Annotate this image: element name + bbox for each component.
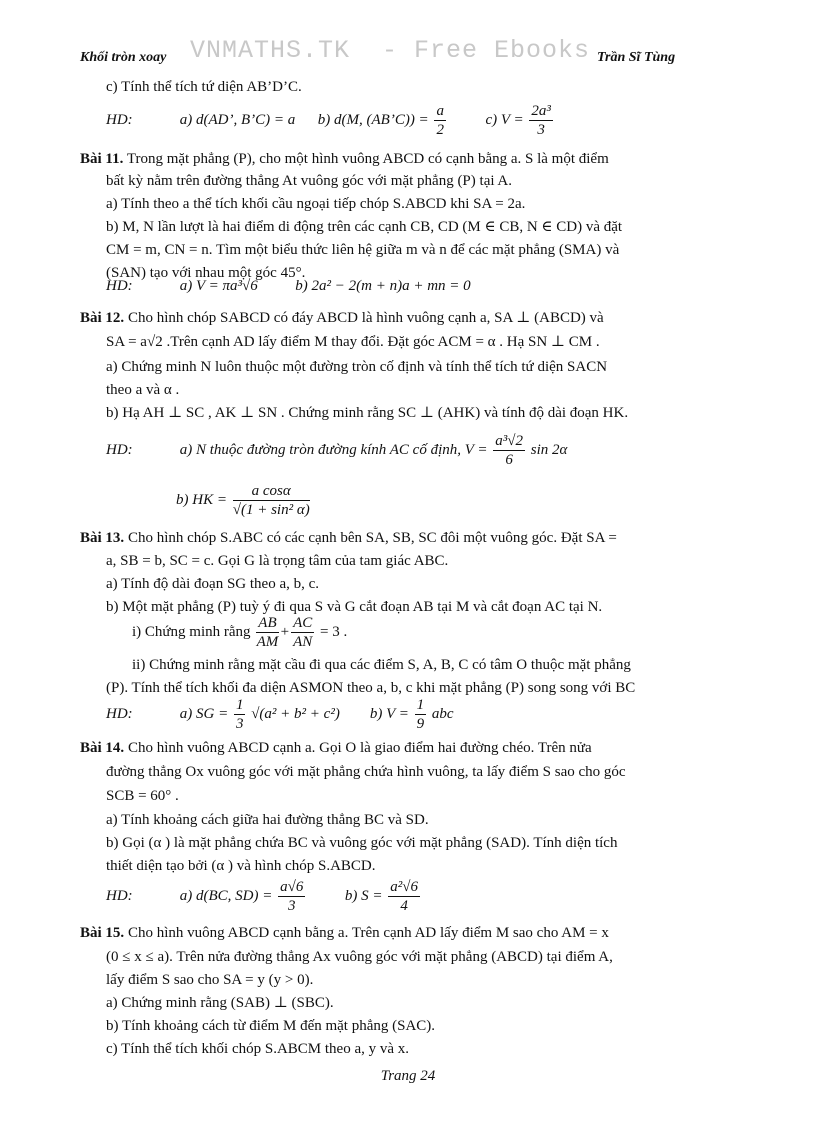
text-line: a) Chứng minh rằng (SAB) ⊥ (SBC). xyxy=(106,995,334,1011)
hint-line: HD: a) d(BC, SD) = $\frac{a√6}{3}$ b) S = $\frac{\text{a²√6}}{4}$ xyxy=(106,879,418,914)
fraction: $\frac{\text{a cosα}}{\text{√(1 + sin² α)}}$ xyxy=(232,483,310,518)
hint-line: HD: a) V = πa³√6 b) 2a² − 2(m + n)a + mn = 0 xyxy=(106,278,471,294)
text-line: CM = m, CN = n. Tìm một biểu thức liên hệ giữa m và n để các mặt phẳng (SMA) và xyxy=(106,242,620,258)
exercise-12-line: Bài 12. Cho hình chóp SABCD có đáy ABCD là hình vuông cạnh a, SA ⊥ (ABCD) và xyxy=(80,310,604,326)
text-line: a) Tính khoảng cách giữa hai đường thẳng BC và SD. xyxy=(106,812,429,828)
text-line: (P). Tính thể tích khối đa diện ASMON theo a, b, c khi mặt phẳng (P) song song với BC xyxy=(106,680,636,696)
text-line: a, SB = b, SC = c. Gọi G là trọng tâm của tam giác ABC. xyxy=(106,553,449,569)
text-line: b) Một mặt phẳng (P) tuỳ ý đi qua S và G cắt đoạn AB tại M và cắt đoạn AC tại N. xyxy=(106,599,603,615)
hint-b: b) d(M, (AB’C)) = xyxy=(317,111,429,128)
text-line: (SAN) tạo với nhau một góc 45°. xyxy=(106,265,306,281)
text-line: theo a và α . xyxy=(106,382,180,398)
exercise-title: Bài 11. xyxy=(80,151,124,167)
hint-line xyxy=(106,102,555,139)
header-right: Trần Sĩ Tùng xyxy=(597,50,676,65)
fraction: $\frac{\text{a³√2}}{6}$ xyxy=(495,433,523,468)
fraction: $\frac{\text{2a³}}{3}$ xyxy=(531,103,551,138)
page-number: Trang 24 xyxy=(380,1068,436,1084)
text-line: b) Tính khoảng cách từ điểm M đến mặt phẳng (SAC). xyxy=(106,1018,436,1034)
exercise-11-line: Bài 11. Trong mặt phẳng (P), cho một hình vuông ABCD có cạnh bằng a. S là một điểm xyxy=(80,151,609,167)
hint-line: HD: a) SG = $\frac{1}{3}$ √(a² + b² + c²) b) V = $\frac{1}{9}$ abc xyxy=(106,697,454,732)
hint-a: a) d(AD’, B’C) = a xyxy=(179,111,296,128)
text-line: ii) Chứng minh rằng mặt cầu đi qua các điểm S, A, B, C có tâm O thuộc mặt phẳng xyxy=(132,657,631,673)
fraction: $\frac{1}{9}$ xyxy=(416,697,425,732)
exercise-13-line: Bài 13. Cho hình chóp S.ABC có các cạnh bên SA, SB, SC đôi một vuông góc. Đặt SA = xyxy=(80,530,617,546)
fraction: $\frac{a}{2}$ xyxy=(436,103,444,138)
fraction: $\frac{a√6}{3}$ xyxy=(280,879,304,914)
hint-c: c) V = xyxy=(485,111,524,128)
fraction: $\frac{1}{3}$ xyxy=(235,697,244,732)
text-line: b) M, N lần lượt là hai điểm di động trên các cạnh CB, CD (M ∈ CB, N ∈ CD) và đặt xyxy=(106,219,623,235)
hint-line: HD: a) N thuộc đường tròn đường kính AC cố định, V = $\frac{\text{a³√2}}{6}$ sin 2α xyxy=(106,433,568,468)
text-line: c) Tính thể tích tứ diện AB’D’C. xyxy=(106,79,302,95)
text-line: a) Chứng minh N luôn thuộc một đường tròn cố định và tính thể tích tứ diện SACN xyxy=(106,359,608,375)
text-line: SA = a√2 .Trên cạnh AD lấy điểm M thay đổi. Đặt góc ACM = α . Hạ SN ⊥ CM . xyxy=(106,334,600,350)
text-line: đường thẳng Ox vuông góc với mặt phẳng chứa hình vuông, ta lấy điểm S sao cho góc xyxy=(106,764,626,780)
text-line: i) Chứng minh rằng $\frac{AB}{AM}$ + $\frac{AC}{AN}$ = 3 . xyxy=(132,615,348,650)
exercise-15-line: Bài 15. Cho hình vuông ABCD cạnh bằng a. Trên cạnh AD lấy điểm M sao cho AM = x xyxy=(80,925,609,941)
exercise-14-line: Bài 14. Cho hình vuông ABCD cạnh a. Gọi O là giao điểm hai đường chéo. Trên nửa xyxy=(80,740,592,756)
text-line: a) Tính độ dài đoạn SG theo a, b, c. xyxy=(106,576,320,592)
text-line: (0 ≤ x ≤ a). Trên nửa đường thẳng Ax vuông góc với mặt phẳng (ABCD) tại điểm A, xyxy=(106,949,613,965)
text-line: a) Tính theo a thể tích khối cầu ngoại tiếp chóp S.ABCD khi SA = 2a. xyxy=(106,196,526,212)
fraction: $\frac{AB}{AM}$ xyxy=(256,615,279,650)
hint-label: HD: xyxy=(106,111,133,128)
fraction: $\frac{AC}{AN}$ xyxy=(293,615,313,650)
text-line: b) Gọi (α ) là mặt phẳng chứa BC và vuông góc với mặt phẳng (SAD). Tính diện tích xyxy=(106,835,618,851)
header-left: Khối tròn xoay xyxy=(80,50,167,65)
text-line: lấy điểm S sao cho SA = y (y > 0). xyxy=(106,972,314,988)
text-line: b) Hạ AH ⊥ SC , AK ⊥ SN . Chứng minh rằng SC ⊥ (AHK) và tính độ dài đoạn HK. xyxy=(106,405,629,421)
fraction: $\frac{\text{a²√6}}{4}$ xyxy=(390,879,418,914)
text-line: c) Tính thể tích khối chóp S.ABCM theo a, y và x. xyxy=(106,1041,410,1057)
watermark: VNMATHS.TK - Free Ebooks xyxy=(190,36,591,65)
text-line: SCB = 60° . xyxy=(106,788,179,804)
hint-line: b) HK = $\frac{\text{a cosα}}{\text{√(1 + sin² α)}}$ xyxy=(176,483,310,518)
text-line: thiết diện tạo bởi (α ) và hình chóp S.ABCD. xyxy=(106,858,376,874)
text-line: bất kỳ nằm trên đường thẳng At vuông góc với mặt phẳng (P) tại A. xyxy=(106,173,513,189)
